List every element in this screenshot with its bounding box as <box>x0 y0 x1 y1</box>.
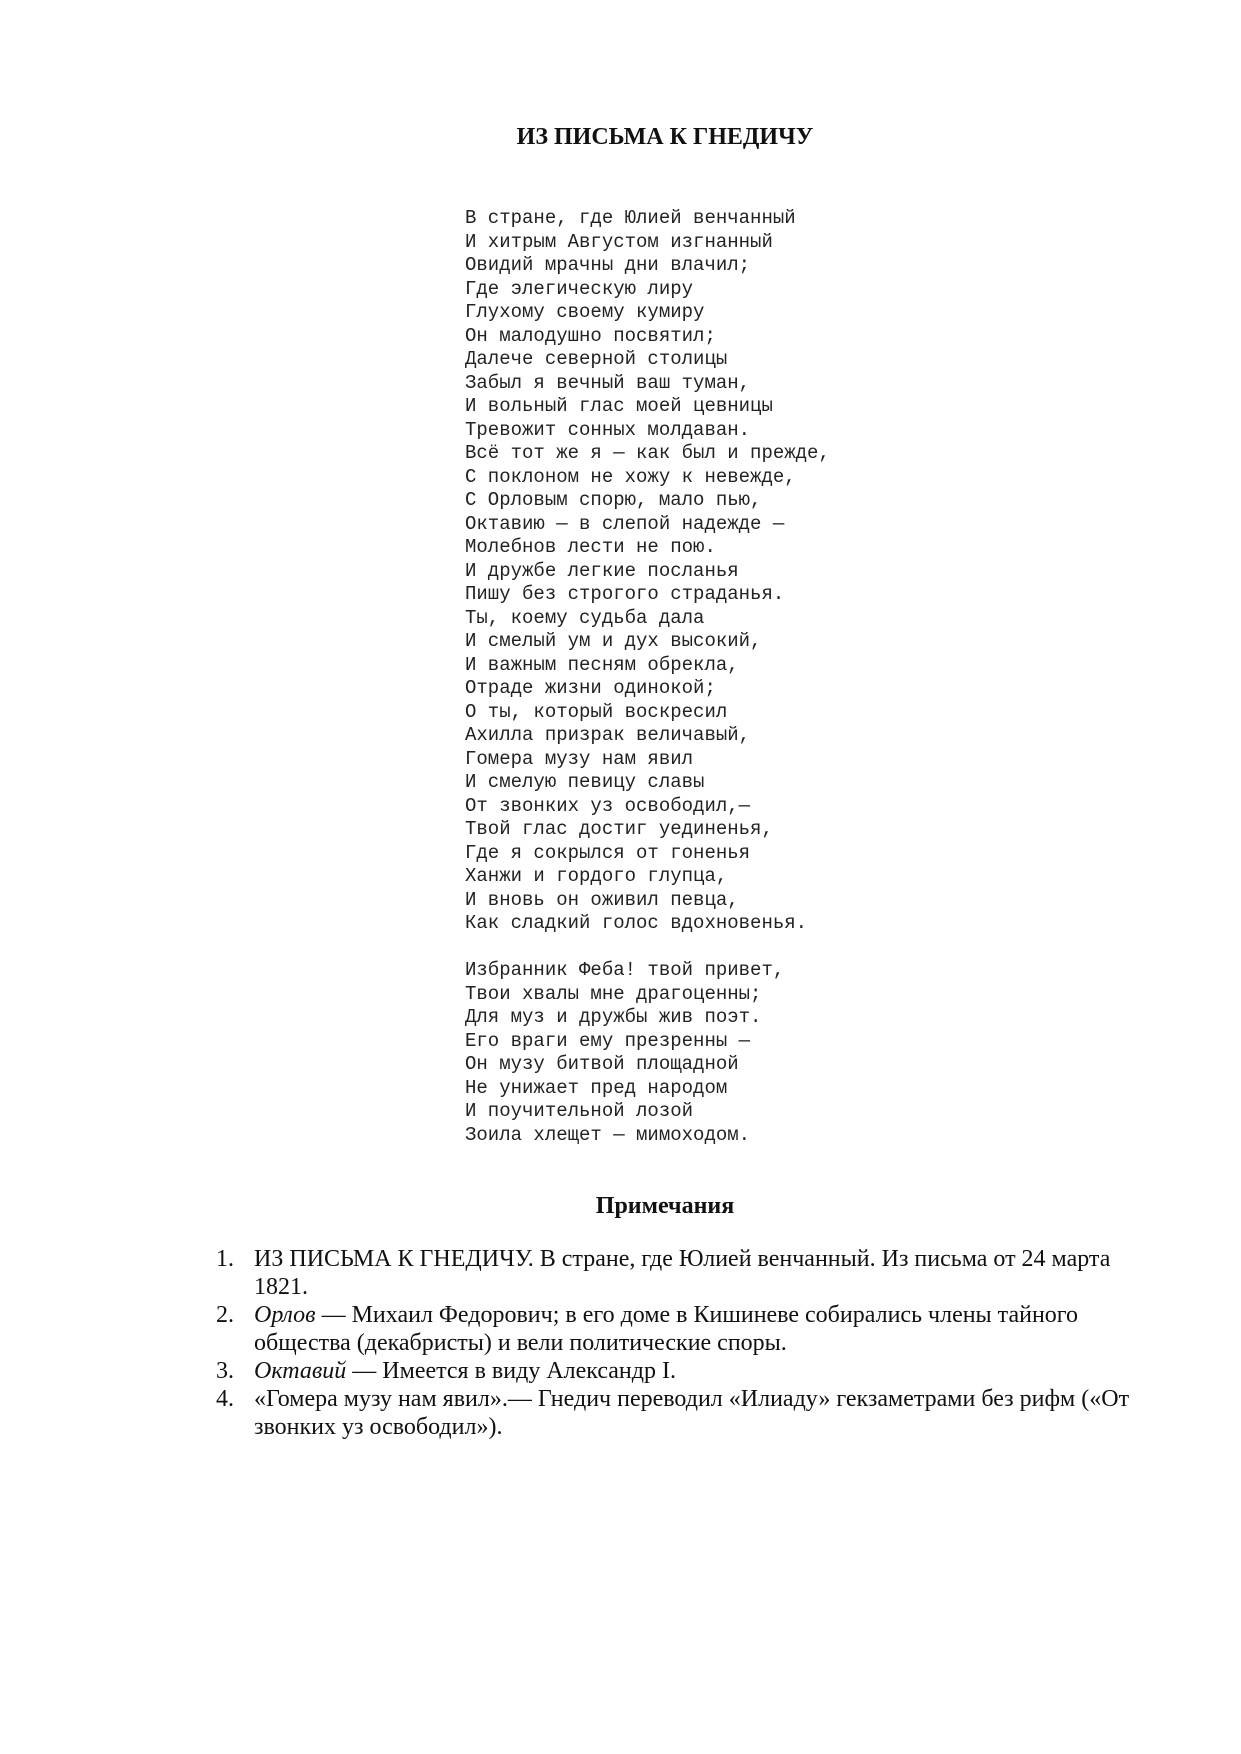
poem-line: Всё тот же я — как был и прежде, <box>465 442 830 464</box>
poem-line: Тревожит сонных молдаван. <box>465 418 751 441</box>
note-term: Октавий <box>254 1358 347 1384</box>
poem-line: Забыл я вечный ваш туман, <box>465 371 751 394</box>
poem-line: Глухому своему кумиру <box>465 301 705 323</box>
poem-line: Он малодушно посвятил; <box>465 324 716 347</box>
poem-line: Овидий мрачны дни влачил; <box>465 254 751 276</box>
poem-stanza <box>465 959 830 1147</box>
poem-line: Молебнов лести не пою. <box>465 536 716 558</box>
poem-line: Твой глас достиг уединенья, <box>465 818 773 840</box>
poem-line: И важным песням обрекла, <box>465 653 739 676</box>
poem-line: Далече северной столицы <box>465 348 728 370</box>
poem <box>465 207 830 1171</box>
poem-line: Отраде жизни одинокой; <box>465 677 716 699</box>
note-item <box>216 1357 1156 1385</box>
poem-line: С поклоном не хожу к невежде, <box>465 465 796 488</box>
note-number: 1. <box>216 1246 234 1272</box>
poem-line: Твои хвалы мне драгоценны; <box>465 982 762 1005</box>
poem-line: И вольный глас моей цевницы <box>465 395 773 417</box>
poem-stanza <box>465 207 830 936</box>
note-term: Орлов <box>254 1302 316 1328</box>
poem-line: Ты, коему судьба дала <box>465 606 705 629</box>
poem-line: Октавию — в слепой надежде — <box>465 512 785 535</box>
poem-line: Зоила хлещет — мимоходом. <box>465 1123 751 1146</box>
poem-line: Ахилла призрак величавый, <box>465 724 751 746</box>
poem-line: Для муз и дружбы жив поэт. <box>465 1006 762 1028</box>
note-text: «Гомера музу нам явил».— Гнедич переводил «Илиаду» гекзаметрами без рифм («От звонких уз освободил»). <box>254 1386 1130 1440</box>
poem-line: Ханжи и гордого глупца, <box>465 865 728 887</box>
notes-heading: Примечания <box>595 1193 735 1219</box>
poem-line: В стране, где Юлией венчанный <box>465 207 796 229</box>
page-title: ИЗ ПИСЬМА К ГНЕДИЧУ <box>516 124 814 150</box>
poem-line: И смелый ум и дух высокий, <box>465 630 762 652</box>
note-text: — Имеется в виду Александр I. <box>346 1358 676 1384</box>
note-text: ИЗ ПИСЬМА К ГНЕДИЧУ. В стране, где Юлией венчанный. Из письма от 24 марта 1821. <box>254 1246 1111 1300</box>
poem-line: Избранник Феба! твой привет, <box>465 959 785 981</box>
poem-line: Он музу битвой площадной <box>465 1053 739 1075</box>
note-text: — Михаил Федорович; в его доме в Кишиневе собирались члены тайного общества (декабристы) и вели политические споры. <box>254 1302 1079 1356</box>
poem-line: И поучительной лозой <box>465 1100 694 1122</box>
poem-line: И вновь он оживил певца, <box>465 888 739 911</box>
note-number: 4. <box>216 1386 234 1412</box>
note-item <box>216 1385 1156 1441</box>
poem-line: И дружбе легкие посланья <box>465 559 739 582</box>
poem-line: От звонких уз освободил,— <box>465 794 751 817</box>
poem-line: Где я сокрылся от гоненья <box>465 841 751 864</box>
poem-line: И смелую певицу славы <box>465 771 705 793</box>
poem-line: Пишу без строгого страданья. <box>465 583 785 605</box>
notes-list <box>216 1245 1156 1441</box>
poem-line: Как сладкий голос вдохновенья. <box>465 912 808 934</box>
poem-line: Где элегическую лиру <box>465 277 694 300</box>
poem-line: О ты, который воскресил <box>465 700 728 723</box>
note-number: 3. <box>216 1358 234 1384</box>
poem-line: И хитрым Августом изгнанный <box>465 230 773 253</box>
poem-line: Не унижает пред народом <box>465 1076 728 1099</box>
note-number: 2. <box>216 1302 234 1328</box>
note-item <box>216 1301 1156 1357</box>
poem-line: Его враги ему презренны — <box>465 1029 751 1052</box>
note-item <box>216 1245 1156 1301</box>
poem-line: Гомера музу нам явил <box>465 747 694 770</box>
poem-line: С Орловым спорю, мало пью, <box>465 489 762 511</box>
